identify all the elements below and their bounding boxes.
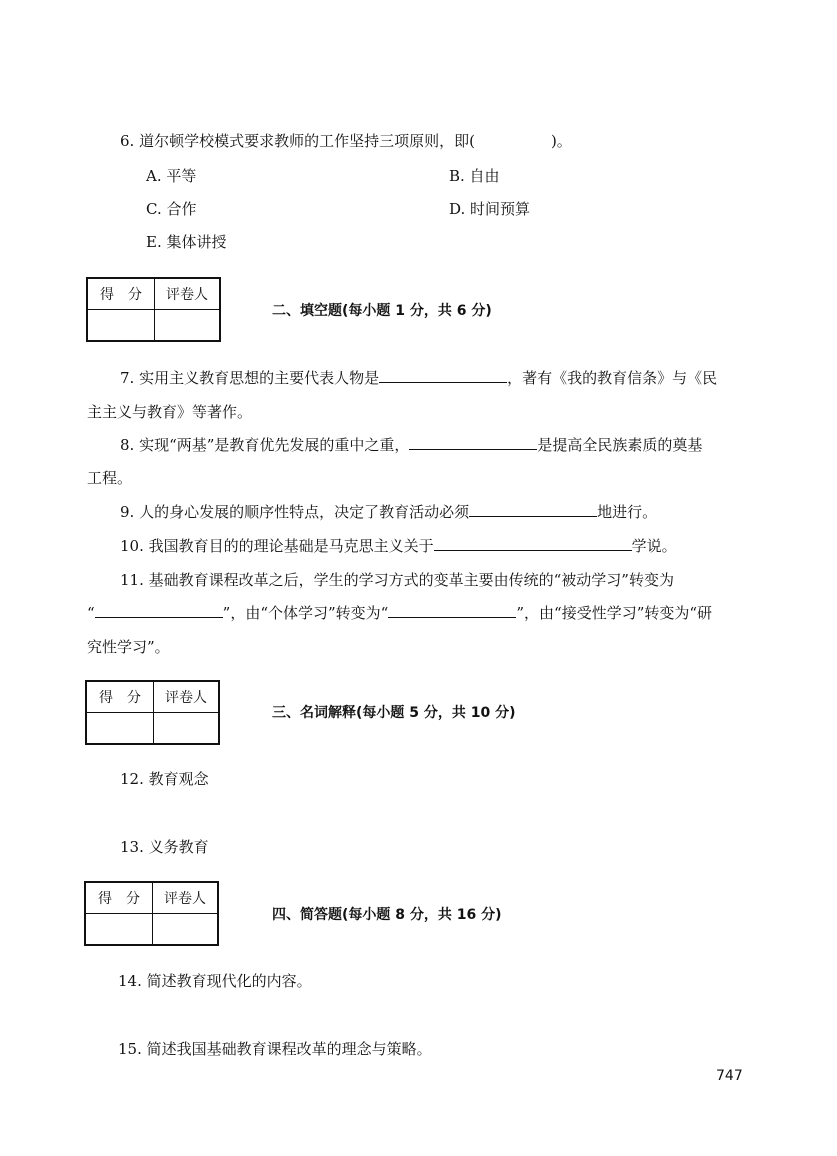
question-14: 14. 简述教育现代化的内容。 <box>118 972 312 990</box>
question-11-line-3: 究性学习”。 <box>87 638 170 656</box>
question-8 <box>120 435 702 455</box>
question-8-continued: 工程。 <box>87 469 133 487</box>
question-7-text: 7. 实用主义教育思想的主要代表人物是 <box>120 369 380 387</box>
grader-label: 评卷人 <box>154 681 220 713</box>
grader-label: 评卷人 <box>155 278 221 310</box>
question-11-middle: ”，由“个体学习”转变为“ <box>222 604 389 622</box>
score-cell <box>85 914 153 946</box>
option-e: E. 集体讲授 <box>146 233 227 251</box>
answer-blank <box>469 502 597 517</box>
answer-blank <box>434 536 632 551</box>
section-3-title: 三、名词解释(每小题 5 分，共 10 分) <box>272 705 516 721</box>
score-table <box>85 680 220 745</box>
question-8-text-end: 是提高全民族素质的奠基 <box>537 436 703 454</box>
answer-blank <box>379 368 507 383</box>
question-15: 15. 简述我国基础教育课程改革的理念与策略。 <box>118 1040 432 1058</box>
question-7-text-end: ，著有《我的教育信条》与《民 <box>507 369 718 387</box>
grader-label: 评卷人 <box>153 882 219 914</box>
question-11-line-2 <box>87 603 712 623</box>
question-9-text-end: 地进行。 <box>597 503 658 521</box>
option-d: D. 时间预算 <box>449 200 531 218</box>
answer-blank <box>388 603 516 618</box>
question-9 <box>120 502 657 522</box>
option-c: C. 合作 <box>146 200 197 218</box>
score-table <box>86 277 221 342</box>
question-10-text: 10. 我国教育目的的理论基础是马克思主义关于 <box>120 537 434 555</box>
score-cell <box>87 310 155 342</box>
section-2-title: 二、填空题(每小题 1 分，共 6 分) <box>272 303 492 319</box>
question-12: 12. 教育观念 <box>120 770 209 788</box>
page-number: 747 <box>716 1068 743 1084</box>
grader-cell <box>154 713 220 745</box>
score-label: 得 分 <box>85 882 153 914</box>
question-10 <box>120 536 677 556</box>
grader-cell <box>153 914 219 946</box>
option-b: B. 自由 <box>449 167 500 185</box>
question-8-text: 8. 实现“两基”是教育优先发展的重中之重， <box>120 436 410 454</box>
score-table <box>84 881 219 946</box>
question-13: 13. 义务教育 <box>120 838 209 856</box>
answer-blank <box>409 435 537 450</box>
option-a: A. 平等 <box>146 167 197 185</box>
score-cell <box>86 713 154 745</box>
question-6 <box>120 131 572 151</box>
quote-open: “ <box>87 604 95 622</box>
answer-blank <box>95 603 223 618</box>
score-label: 得 分 <box>87 278 155 310</box>
question-9-text: 9. 人的身心发展的顺序性特点，决定了教育活动必须 <box>120 503 470 521</box>
question-11-end: ”，由“接受性学习”转变为“研 <box>516 604 713 622</box>
section-4-title: 四、简答题(每小题 8 分，共 16 分) <box>272 907 502 923</box>
question-7 <box>120 368 717 388</box>
question-6-stem: 6. 道尔顿学校模式要求教师的工作坚持三项原则，即( <box>120 132 475 150</box>
grader-cell <box>155 310 221 342</box>
question-6-stem-end: )。 <box>550 132 572 150</box>
question-11: 11. 基础教育课程改革之后，学生的学习方式的变革主要由传统的“被动学习”转变为 <box>120 571 674 589</box>
question-10-text-end: 学说。 <box>631 537 677 555</box>
score-label: 得 分 <box>86 681 154 713</box>
question-7-continued: 主主义与教育》等著作。 <box>87 403 253 421</box>
